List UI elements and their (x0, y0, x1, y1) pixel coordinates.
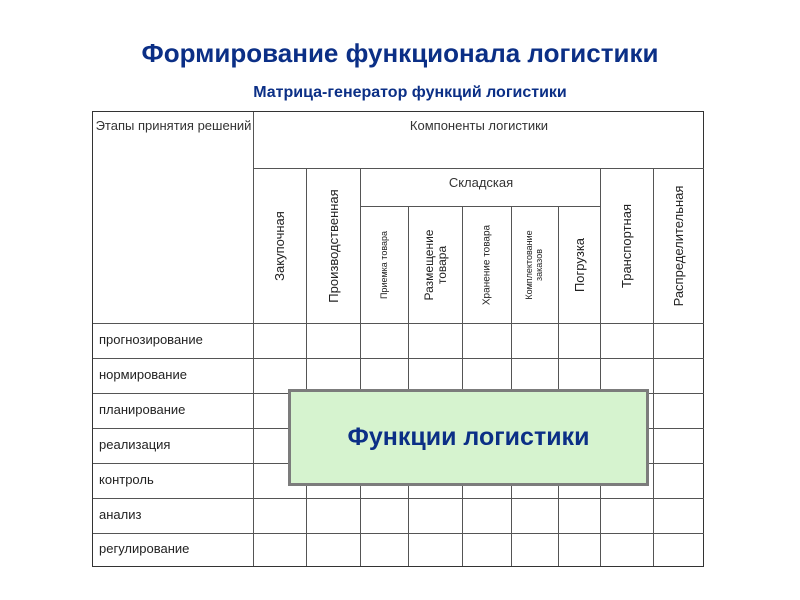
column-header-loading (559, 207, 601, 324)
logistics-matrix-table (92, 111, 704, 567)
table-cell (307, 499, 361, 534)
row-label-cell (93, 324, 254, 359)
table-cell (559, 534, 601, 566)
column-label-storage: Хранение товара (481, 224, 493, 306)
row-label-cell (93, 534, 254, 566)
column-header-receiving (361, 207, 409, 324)
table-cell (559, 499, 601, 534)
components-header: Компоненты логистики (409, 118, 549, 133)
column-label-receiving: Приемка товара (378, 230, 389, 300)
column-header-distribution (654, 169, 704, 324)
row-label-cell (93, 499, 254, 534)
table-cell (512, 324, 559, 359)
table-cell (307, 324, 361, 359)
table-cell (654, 534, 704, 566)
warehouse-header-cell (361, 169, 601, 207)
column-label-purchasing: Закупочная (271, 211, 287, 281)
table-cell (307, 534, 361, 566)
row-label: прогнозирование (99, 332, 203, 347)
table-cell (463, 499, 512, 534)
table-cell (559, 324, 601, 359)
column-label-loading: Погрузка (571, 237, 587, 293)
stages-header: Этапы принятия решений (95, 118, 252, 133)
table-cell (361, 534, 409, 566)
row-label-cell (93, 359, 254, 394)
column-header-storage (463, 207, 512, 324)
page-subtitle: Матрица-генератор функций логистики (253, 84, 567, 101)
table-cell (654, 464, 704, 499)
table-cell (601, 324, 654, 359)
row-label: контроль (99, 472, 154, 487)
column-header-production (307, 169, 361, 324)
table-cell (409, 324, 463, 359)
table-cell (654, 499, 704, 534)
table-cell (601, 534, 654, 566)
table-cell (512, 534, 559, 566)
row-label: анализ (99, 507, 142, 522)
table-cell (654, 359, 704, 394)
column-label-production: Производственная (325, 189, 341, 303)
row-label: реализация (99, 437, 171, 452)
functions-overlay-label: Функции логистики (347, 423, 590, 451)
table-cell (512, 499, 559, 534)
row-label-cell (93, 464, 254, 499)
column-header-picking (512, 207, 559, 324)
table-cell (254, 324, 307, 359)
table-cell (361, 324, 409, 359)
row-label-cell (93, 429, 254, 464)
stages-header-cell (93, 112, 254, 324)
column-label-transport: Транспортная (618, 204, 634, 288)
column-header-purchasing (254, 169, 307, 324)
page-title: Формирование функционала логистики (141, 38, 659, 68)
warehouse-header: Складская (448, 175, 514, 190)
table-cell (463, 534, 512, 566)
table-cell (601, 499, 654, 534)
table-cell (254, 534, 307, 566)
column-label-distribution: Распределительная (670, 185, 686, 307)
functions-overlay-box (288, 389, 649, 486)
column-label-placement: Размещение товара (421, 229, 449, 301)
row-label: регулирование (99, 541, 190, 556)
table-cell (654, 324, 704, 359)
table-cell (654, 429, 704, 464)
table-cell (361, 499, 409, 534)
column-header-transport (601, 169, 654, 324)
row-label-cell (93, 394, 254, 429)
components-header-cell (254, 112, 704, 169)
table-cell (409, 534, 463, 566)
table-cell (409, 499, 463, 534)
table-cell (254, 499, 307, 534)
table-cell (463, 324, 512, 359)
column-header-placement (409, 207, 463, 324)
row-label: нормирование (99, 367, 187, 382)
table-cell (654, 394, 704, 429)
row-label: планирование (99, 402, 186, 417)
column-label-picking: Комплектование заказов (524, 230, 544, 300)
